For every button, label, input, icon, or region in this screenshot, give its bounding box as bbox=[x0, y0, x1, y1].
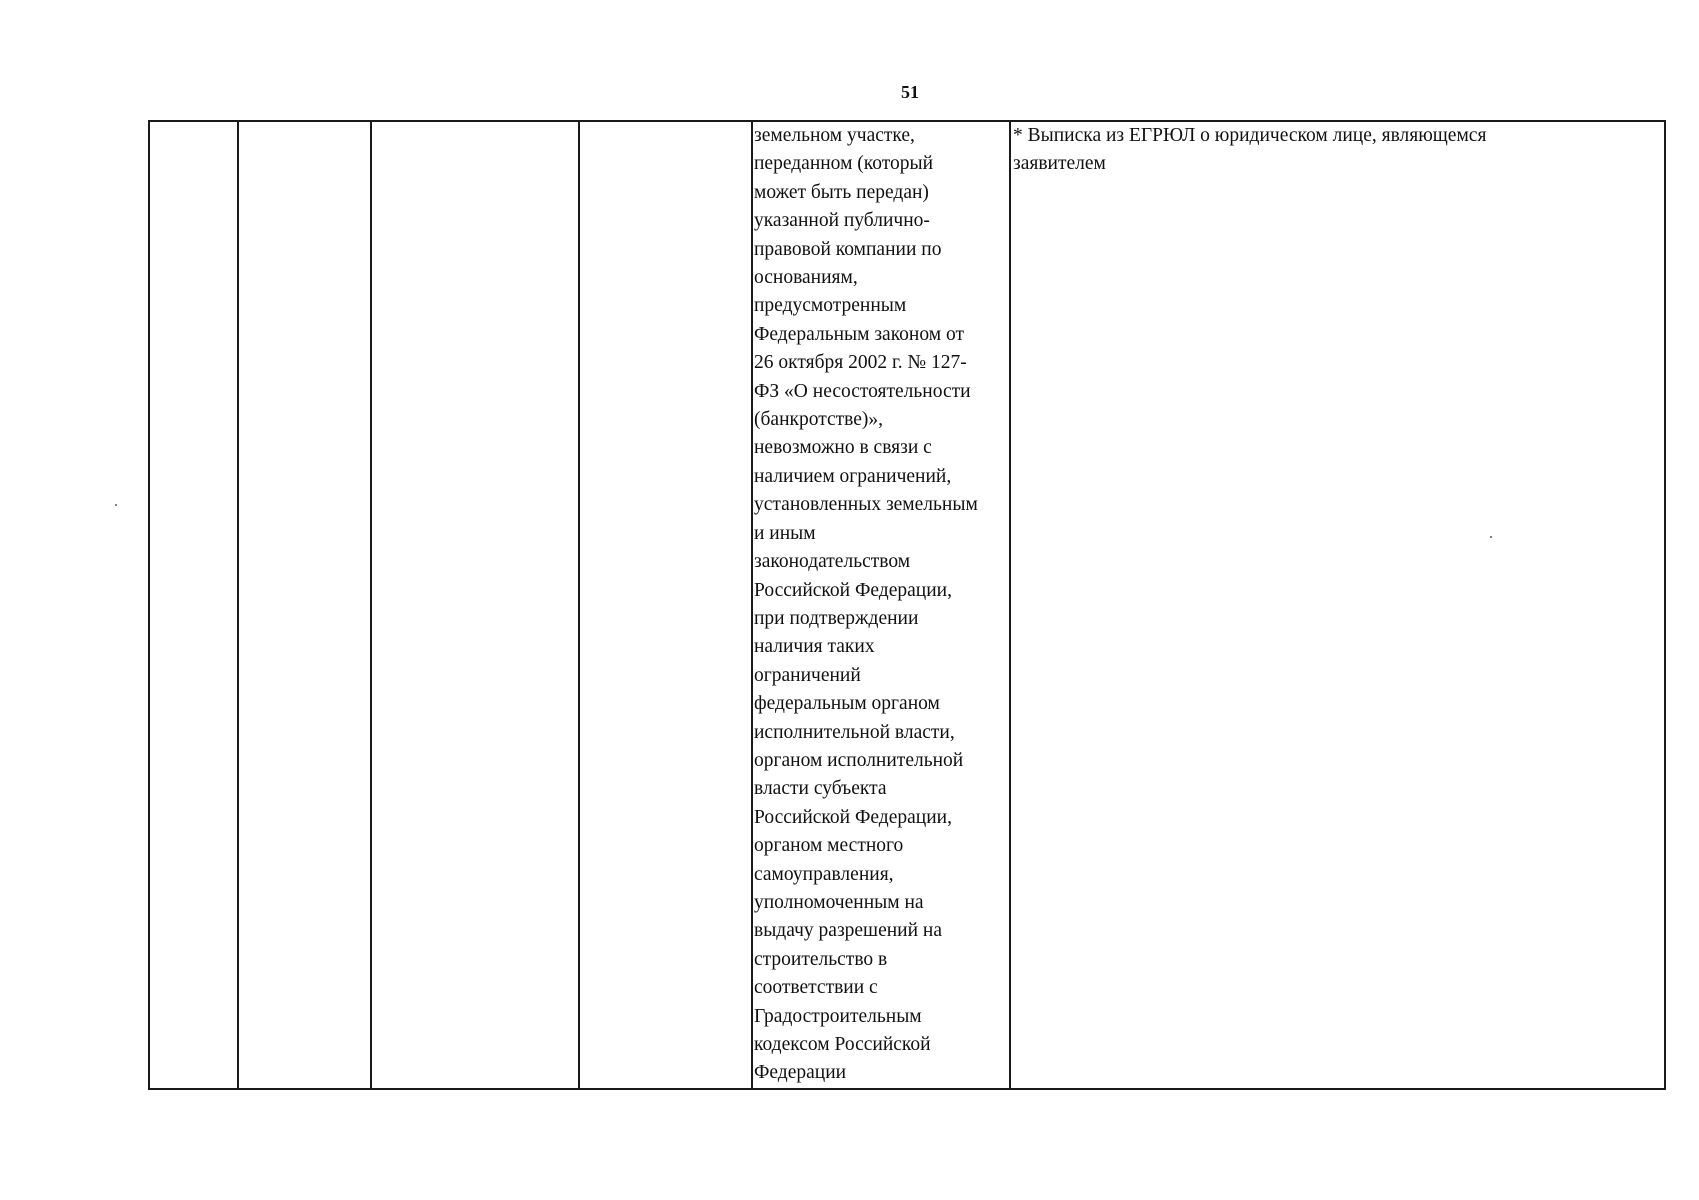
table-cell-col3 bbox=[371, 121, 579, 1089]
page-number: 51 bbox=[901, 82, 919, 102]
table-cell-condition-text: земельном участке, переданном (который может быть передан) указанной публично- правовой компании по основаниям, предусмотренным Федеральным законом от 26 октября 2002 г. № 127- ФЗ «О несостоятельности (банкротстве)», невозможно в связи с наличием ограничений, установленных земельным и иным законодательством Российской Федерации, при подтверждении наличия таких ограничений федеральным органом исполнительной власти, органом исполнительной власти субъекта Российской Федерации, органом местного самоуправления, уполномоченным на выдачу разрешений на строительство в соответствии с Градостроительным кодексом Российской Федерации bbox=[752, 121, 1010, 1089]
scan-speck bbox=[115, 504, 117, 506]
table-cell-col4 bbox=[579, 121, 752, 1089]
table-cell-col2 bbox=[238, 121, 371, 1089]
table-cell-document-note: * Выписка из ЕГРЮЛ о юридическом лице, являющемся заявителем bbox=[1010, 121, 1665, 1089]
table-cell-col1 bbox=[149, 121, 238, 1089]
scan-speck bbox=[1490, 536, 1492, 538]
table-row bbox=[149, 121, 1665, 1089]
document-table bbox=[148, 120, 1666, 1090]
